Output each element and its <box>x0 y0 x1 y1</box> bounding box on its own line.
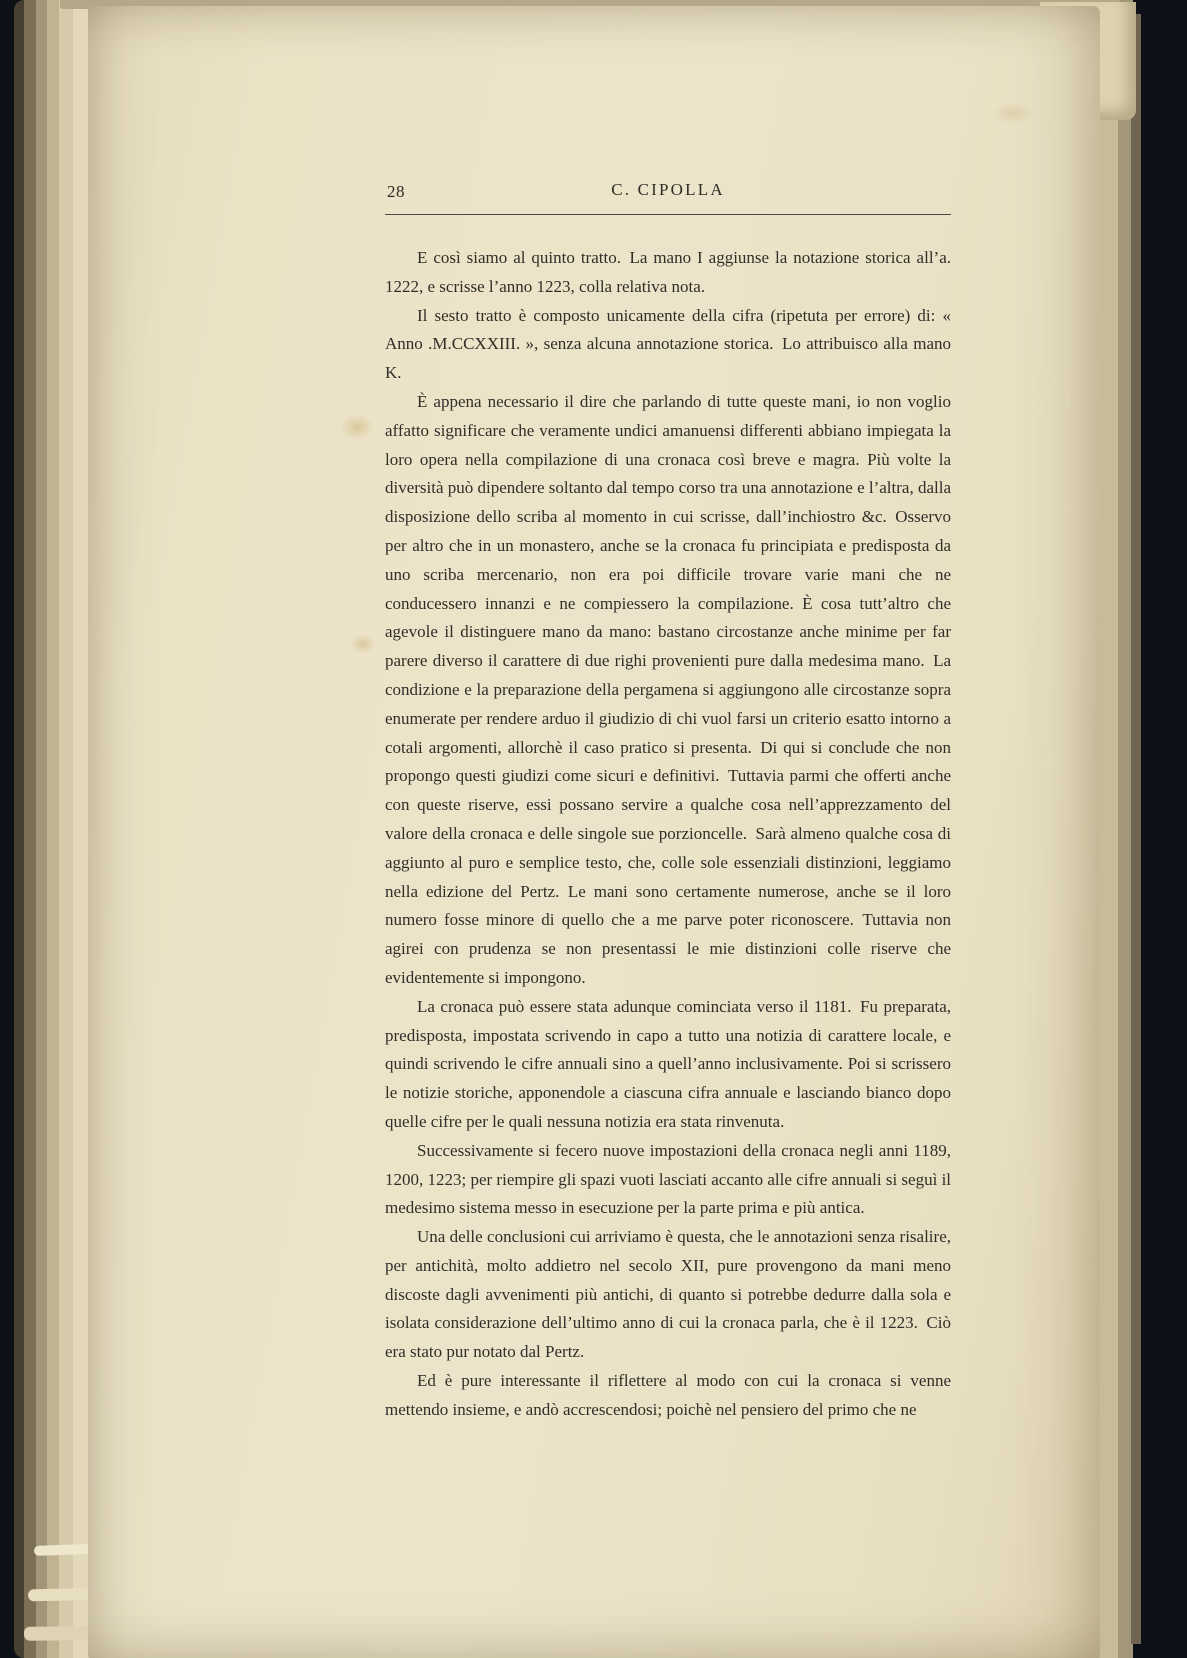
page-header <box>385 176 951 210</box>
foxing-stain <box>350 634 376 654</box>
page-edges-right <box>1131 14 1141 1644</box>
paragraph: È appena necessario il dire che parlando di tutte queste mani, io non voglio affatto significare che veramente undici amanuensi differenti abbiano impiegata la loro opera nella compilazione di una cronaca così breve e magra. Più volte la diversità può dipendere soltanto dal tempo corso tra una annotazione e l’altra, dalla disposizione dello scriba al momento in cui scrisse, dall’inchiostro &c. Osservo per altro che in un monastero, anche se la cronaca fu principiata e predisposta da uno scriba mercenario, non era poi difficile trovare varie mani che ne conducessero innanzi e ne compiessero la compilazione. È cosa tutt’altro che agevole il distinguere mano da mano: bastano circostanze anche minime per far parere diverso il carattere di due righi provenienti pure dalla medesima mano. La condizione e la preparazione della pergamena si aggiungono alle circostanze sopra enumerate per rendere arduo il giudizio di chi vuol farsi un criterio esatto intorno a cotali argomenti, allorchè il caso pratico si presenta. Di qui si conclude che non propongo questi giudizi come sicuri e definitivi. Tuttavia parmi che offerti anche con queste riserve, essi possano servire a qualche cosa nell’apprezzamento del valore della cronaca e delle singole sue porzioncelle. Sarà almeno qualche cosa di aggiunto al puro e semplice testo, che, colle sole essenziali distinzioni, leggiamo nella edizione del Pertz. Le mani sono certamente numerose, anche se il loro numero fosse minore di quello che a me parve poter riconoscere. Tuttavia non agirei con prudenza se non presentassi le mie distinzioni colle riserve che evidentemente si impongono. <box>385 391 951 987</box>
paragraph: Una delle conclusioni cui arriviamo è questa, che le annotazioni senza risalire, per antichità, molto addietro nel secolo XII, pure provengono da mani meno discoste dagli avvenimenti più antichi, di quanto si potrebbe dedurre dalla sola e isolata considerazione dell’ultimo anno di cui la cronaca parla, che è il 1223. Ciò era stato pur notato dal Pertz. <box>385 1227 951 1362</box>
book-page <box>88 6 1100 1658</box>
foxing-stain <box>340 414 374 440</box>
paragraph: Successivamente si fecero nuove impostazioni della cronaca negli anni 1189, 1200, 1223; per riempire gli spazi vuoti lasciati accanto alle cifre annuali si seguì il medesimo sistema messo in esecuzione per la parte prima e più antica. <box>385 1140 952 1218</box>
paragraph: La cronaca può essere stata adunque cominciata verso il 1181. Fu preparata, predisposta, impostata scrivendo in capo a tutto una notizia di carattere locale, e quindi scrivendo le cifre annuali sino a quell’anno inclusivamente. Poi si scrissero le notizie storiche, apponendole a ciascuna cifra annuale e lasciando bianco dopo quelle cifre per le quali nessuna notizia era stata rinvenuta. <box>385 996 951 1131</box>
header-rule <box>385 214 951 215</box>
page-edges-right <box>1098 0 1120 1658</box>
foxing-stain <box>993 102 1033 124</box>
body-text <box>385 244 951 1425</box>
running-header: C. CIPOLLA <box>611 180 725 199</box>
paragraph: E così siamo al quinto tratto. La mano I aggiunse la notazione storica all’a. 1222, e scrisse l’anno 1223, colla relativa nota. <box>385 248 951 296</box>
page-number: 28 <box>387 182 405 201</box>
paragraph: Il sesto tratto è composto unicamente della cifra (ripetuta per errore) di: « Anno .M.CCXXIII. », senza alcuna annotazione storica. Lo attribuisco alla mano K. <box>385 305 951 383</box>
paragraph: Ed è pure interessante il riflettere al modo con cui la cronaca si venne mettendo insieme, e andò accrescendosi; poichè nel pensiero del primo che ne <box>385 1371 951 1419</box>
printed-text-block <box>385 176 952 1419</box>
